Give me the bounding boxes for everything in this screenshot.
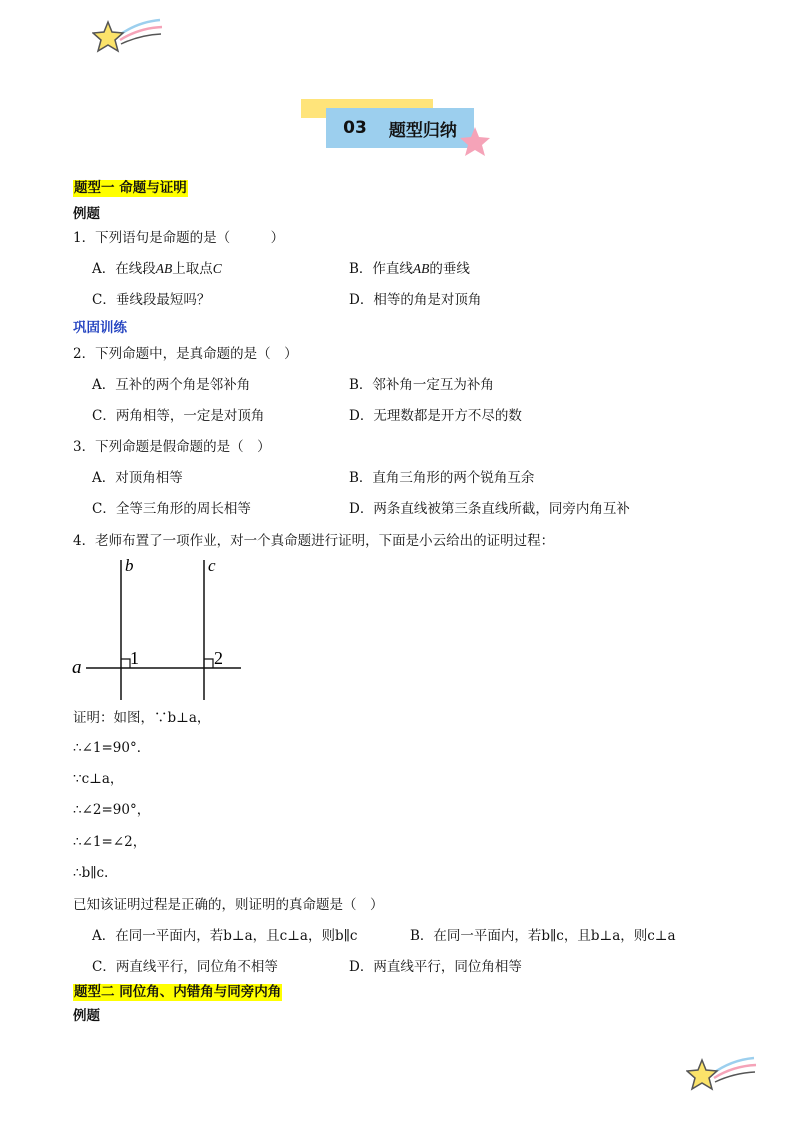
shooting-star-icon-bottom xyxy=(686,1054,758,1098)
question-4-option-d: D．两直线平行，同位角相等 xyxy=(349,959,522,975)
question-4-stem: 4．老师布置了一项作业，对一个真命题进行证明，下面是小云给出的证明过程： xyxy=(73,533,555,549)
proof-line-6: ∴b∥c. xyxy=(73,865,109,881)
question-3-option-c: C．全等三角形的周长相等 xyxy=(92,501,251,517)
question-1-option-a: A．在线段AB上取点C xyxy=(92,261,222,277)
right-angle-mark-2 xyxy=(204,659,213,668)
pink-star-icon xyxy=(458,126,492,158)
example-label-1: 例题 xyxy=(73,206,100,222)
question-2-option-a: A．互补的两个角是邻补角 xyxy=(92,377,251,393)
label-c: c xyxy=(208,556,216,575)
question-3-option-a: A．对顶角相等 xyxy=(92,470,183,486)
question-4-option-b: B．在同一平面内，若b∥c，且b⊥a，则c⊥a xyxy=(410,928,676,944)
question-1-option-c: C．垂线段最短吗？ xyxy=(92,292,211,308)
proof-line-3: ∵c⊥a， xyxy=(73,771,124,787)
question-2-option-b: B．邻补角一定互为补角 xyxy=(349,377,494,393)
question-3-option-d: D．两条直线被第三条直线所截，同旁内角互补 xyxy=(349,501,630,517)
question-4-prompt: 已知该证明过程是正确的，则证明的真命题是（ ） xyxy=(73,897,384,913)
question-1-stem: 1．下列语句是命题的是（ ） xyxy=(73,230,285,246)
section-tag-1: 题型一 命题与证明 xyxy=(74,180,187,196)
question-2-option-c: C．两角相等，一定是对顶角 xyxy=(92,408,265,424)
question-1-option-d: D．相等的角是对顶角 xyxy=(349,292,482,308)
practice-label: 巩固训练 xyxy=(73,320,127,336)
proof-line-5: ∴∠1=∠2， xyxy=(73,834,147,850)
perpendicular-lines-figure xyxy=(66,552,246,704)
question-4-option-a: A．在同一平面内，若b⊥a，且c⊥a，则b∥c xyxy=(92,928,358,944)
section-title xyxy=(326,108,474,148)
question-3-option-b: B．直角三角形的两个锐角互余 xyxy=(349,470,535,486)
question-2-option-d: D．无理数都是开方不尽的数 xyxy=(349,408,522,424)
right-angle-mark-1 xyxy=(121,659,130,668)
section-tag-2: 题型二 同位角、内错角与同旁内角 xyxy=(74,984,282,1000)
question-4-option-c: C．两直线平行，同位角不相等 xyxy=(92,959,278,975)
label-2: 2 xyxy=(214,648,223,668)
label-b: b xyxy=(125,556,134,575)
shooting-star-icon xyxy=(92,16,164,60)
proof-line-1: 证明：如图，∵b⊥a， xyxy=(73,710,211,726)
proof-line-2: ∴∠1=90°． xyxy=(73,740,151,756)
example-label-2: 例题 xyxy=(73,1008,100,1024)
label-a: a xyxy=(72,657,82,678)
label-1: 1 xyxy=(130,648,139,668)
title-number: 03 xyxy=(343,118,367,138)
title-text: 题型归纳 xyxy=(388,120,457,141)
question-1-option-b: B．作直线AB的垂线 xyxy=(349,261,470,277)
proof-line-4: ∴∠2=90°， xyxy=(73,802,151,818)
question-3-stem: 3．下列命题是假命题的是（ ） xyxy=(73,439,271,455)
question-2-stem: 2．下列命题中，是真命题的是（ ） xyxy=(73,346,298,362)
